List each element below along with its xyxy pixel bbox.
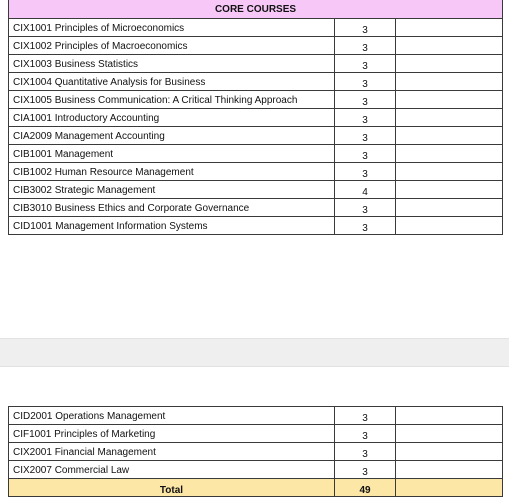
course-name-cell: CIX1003 Business Statistics [9,55,335,73]
course-row [9,163,503,181]
blank-cell [396,109,503,127]
credit-hours-cell: 3 [335,55,396,73]
credit-hours-cell: 3 [335,109,396,127]
page-break-gap [0,338,509,367]
course-row [9,217,503,235]
course-name-cell: CIX2001 Financial Management [9,443,335,461]
total-value: 49 [335,479,396,497]
total-label: Total [9,479,335,497]
course-name-cell: CIB1002 Human Resource Management [9,163,335,181]
blank-cell [396,217,503,235]
credit-hours-cell: 3 [335,91,396,109]
blank-cell [396,37,503,55]
blank-cell [396,19,503,37]
course-name-cell: CIX1005 Business Communication: A Critical Thinking Approach [9,91,335,109]
credit-hours-cell: 3 [335,461,396,479]
course-name-cell: CIA2009 Management Accounting [9,127,335,145]
total-row [9,479,503,497]
blank-cell [396,199,503,217]
credit-hours-cell: 3 [335,145,396,163]
course-name-cell: CID2001 Operations Management [9,407,335,425]
course-row [9,407,503,425]
credit-hours-cell: 3 [335,163,396,181]
course-name-cell: CIX1004 Quantitative Analysis for Business [9,73,335,91]
course-name-cell: CID1001 Management Information Systems [9,217,335,235]
blank-cell [396,163,503,181]
credit-hours-cell: 3 [335,407,396,425]
blank-cell [396,461,503,479]
credit-hours-cell: 3 [335,199,396,217]
credit-hours-cell: 3 [335,443,396,461]
course-row [9,461,503,479]
course-row [9,425,503,443]
course-row [9,73,503,91]
course-row [9,181,503,199]
credit-hours-cell: 3 [335,19,396,37]
blank-cell [396,55,503,73]
course-name-cell: CIB1001 Management [9,145,335,163]
core-courses-table-page-2 [8,406,503,497]
credit-hours-cell: 4 [335,181,396,199]
core-courses-heading: CORE COURSES [9,0,503,19]
course-row [9,145,503,163]
blank-cell [396,145,503,163]
core-courses-table-page-1 [8,0,503,235]
credit-hours-cell: 3 [335,217,396,235]
blank-cell [396,73,503,91]
total-blank-cell [396,479,503,497]
header-row [9,0,503,19]
credit-hours-cell: 3 [335,37,396,55]
course-name-cell: CIB3002 Strategic Management [9,181,335,199]
blank-cell [396,181,503,199]
course-name-cell: CIB3010 Business Ethics and Corporate Governance [9,199,335,217]
credit-hours-cell: 3 [335,425,396,443]
course-row [9,199,503,217]
course-row [9,443,503,461]
course-row [9,19,503,37]
blank-cell [396,407,503,425]
course-row [9,91,503,109]
course-row [9,55,503,73]
blank-cell [396,91,503,109]
blank-cell [396,425,503,443]
blank-cell [396,443,503,461]
course-name-cell: CIX1001 Principles of Microeconomics [9,19,335,37]
credit-hours-cell: 3 [335,127,396,145]
course-name-cell: CIX1002 Principles of Macroeconomics [9,37,335,55]
course-name-cell: CIA1001 Introductory Accounting [9,109,335,127]
course-row [9,109,503,127]
course-row [9,37,503,55]
credit-hours-cell: 3 [335,73,396,91]
course-row [9,127,503,145]
course-name-cell: CIX2007 Commercial Law [9,461,335,479]
blank-cell [396,127,503,145]
course-name-cell: CIF1001 Principles of Marketing [9,425,335,443]
